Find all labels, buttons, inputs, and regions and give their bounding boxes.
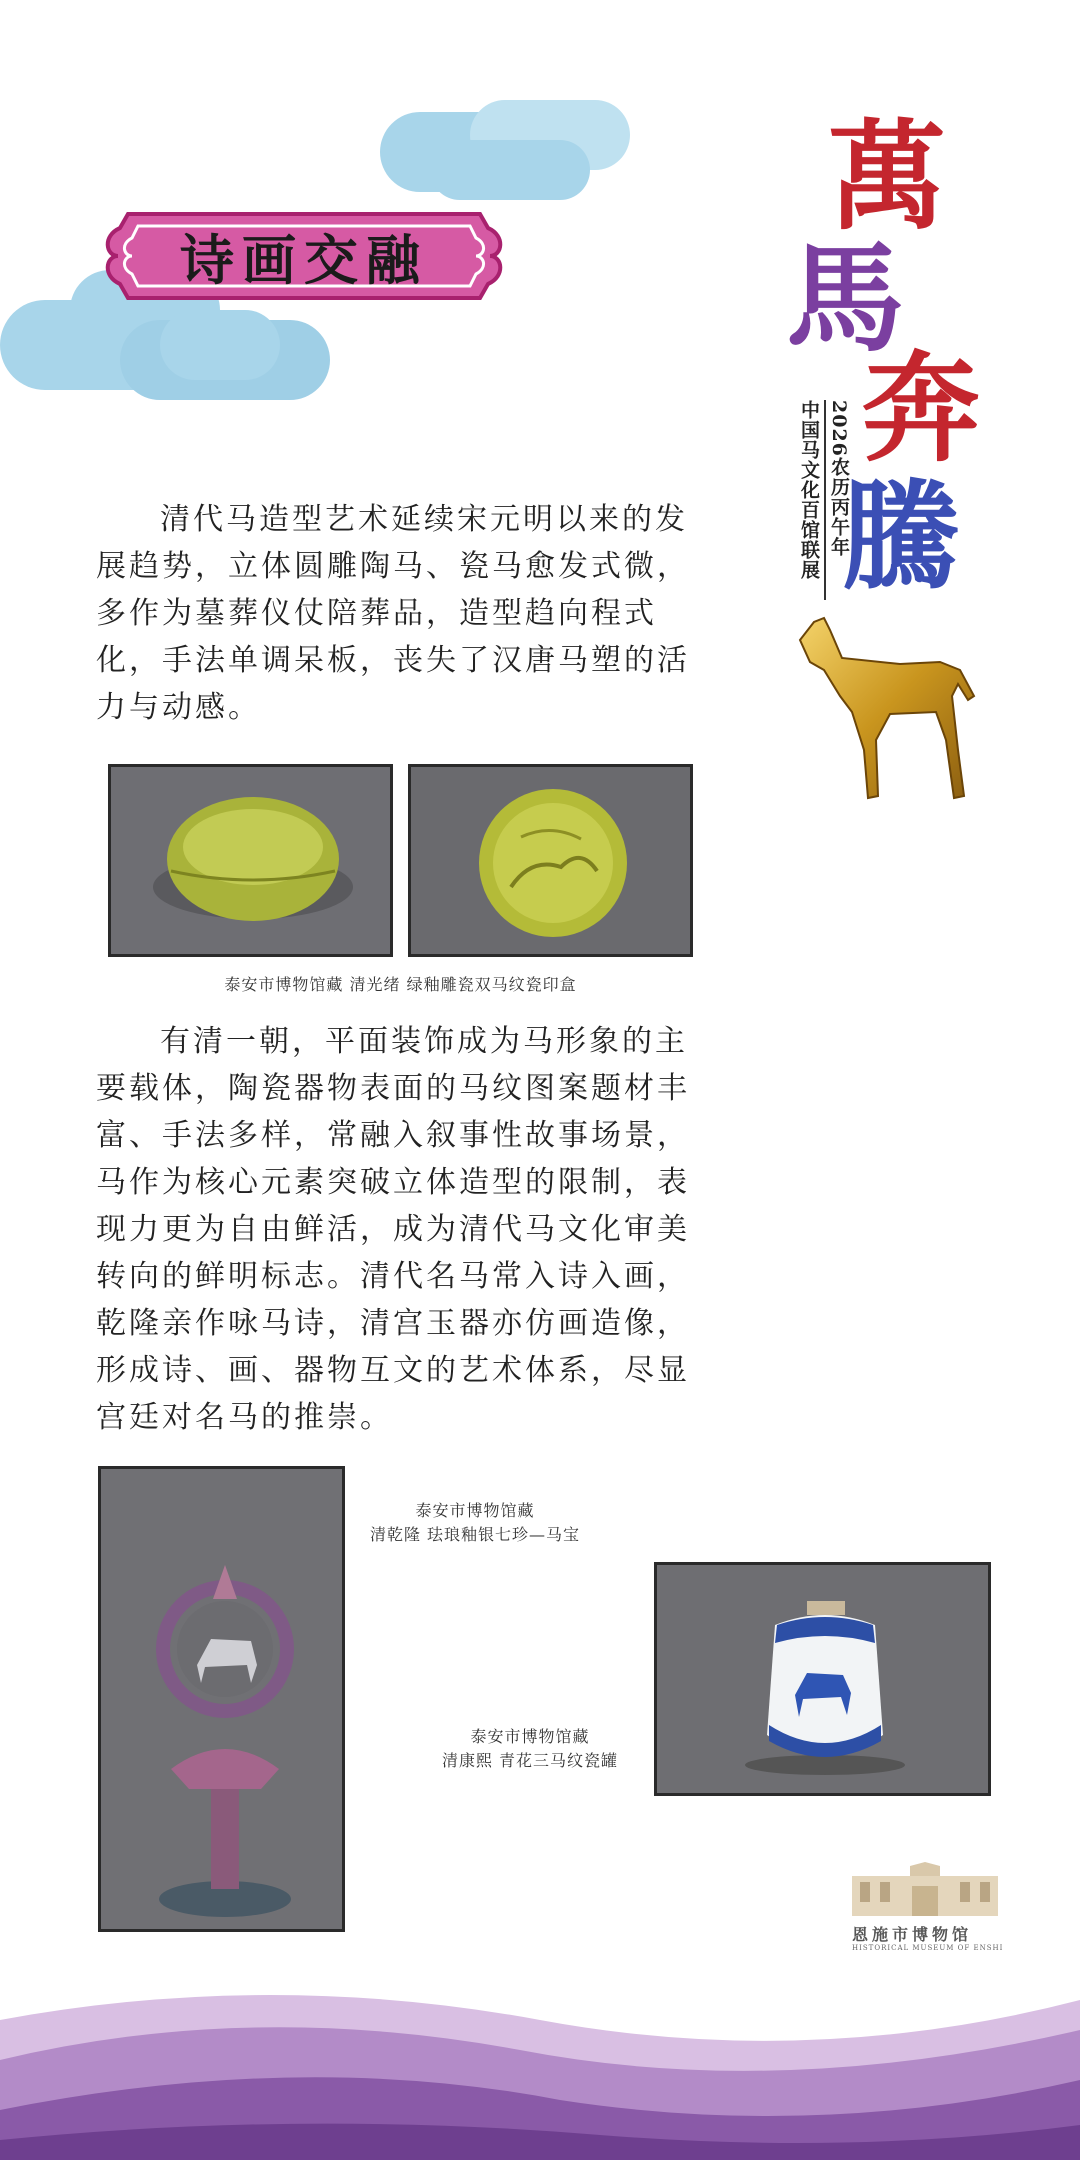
title-char-4: 騰 (842, 467, 961, 606)
blue-white-jar-icon (657, 1565, 991, 1796)
photo-enamel-horse-treasure (98, 1466, 345, 1932)
caption-seal-box: 泰安市博物馆藏 清光绪 绿釉雕瓷双马纹瓷印盒 (224, 975, 577, 994)
caption-enamel-line2: 清乾隆 珐琅釉银七珍—马宝 (369, 1525, 581, 1544)
title-char-3: 奔 (862, 339, 981, 478)
title-char-2: 馬 (786, 229, 905, 368)
section-title: 诗画交融 (180, 228, 428, 292)
title-char-1: 萬 (828, 107, 947, 246)
caption-jar-line2: 清康熙 青花三马纹瓷罐 (441, 1751, 619, 1770)
caption-enamel-line1: 泰安市博物馆藏 (415, 1501, 535, 1520)
section-title-banner (98, 208, 510, 304)
seal-box-side-icon (111, 767, 393, 957)
bottom-wave-decoration (0, 1960, 1080, 2160)
photo-seal-box-side (108, 764, 393, 957)
exhibition-subtitle-2: 中国马文化百馆联展 (798, 400, 820, 580)
exhibition-subtitle-1: 2026农历丙午年 (828, 400, 850, 557)
golden-horse-icon (780, 600, 990, 810)
intro-paragraph: 清代马造型艺术延续宋元明以来的发展趋势，立体圆雕陶马、瓷马愈发式微，多作为墓葬仪仗陪葬品，造型趋向程式化，手法单调呆板，丧失了汉唐马塑的活力与动感。 (96, 502, 690, 725)
subtitle-divider (824, 400, 826, 600)
body-paragraph: 有清一朝，平面装饰成为马形象的主要载体，陶瓷器物表面的马纹图案题材丰富、手法多样，常融入叙事性故事场景，马作为核心元素突破立体造型的限制，表现力更为自由鲜活，成为清代马文化审美转向的鲜明标志。清代名马常入诗入画，乾隆亲作咏马诗，清宫玉器亦仿画造像，形成诗、画、器物互文的艺术体系，尽显宫廷对名马的推崇。 (96, 1024, 690, 1435)
caption-jar-line1: 泰安市博物馆藏 (470, 1727, 590, 1746)
photo-seal-box-top (408, 764, 693, 957)
museum-name: 恩施市博物馆 (852, 1925, 973, 1944)
seal-box-top-icon (411, 767, 693, 957)
museum-building-icon (850, 1862, 1000, 1918)
museum-name-english: HISTORICAL MUSEUM OF ENSHI (852, 1944, 1004, 1952)
photo-blue-white-jar (654, 1562, 991, 1796)
enamel-ornament-icon (101, 1469, 345, 1932)
